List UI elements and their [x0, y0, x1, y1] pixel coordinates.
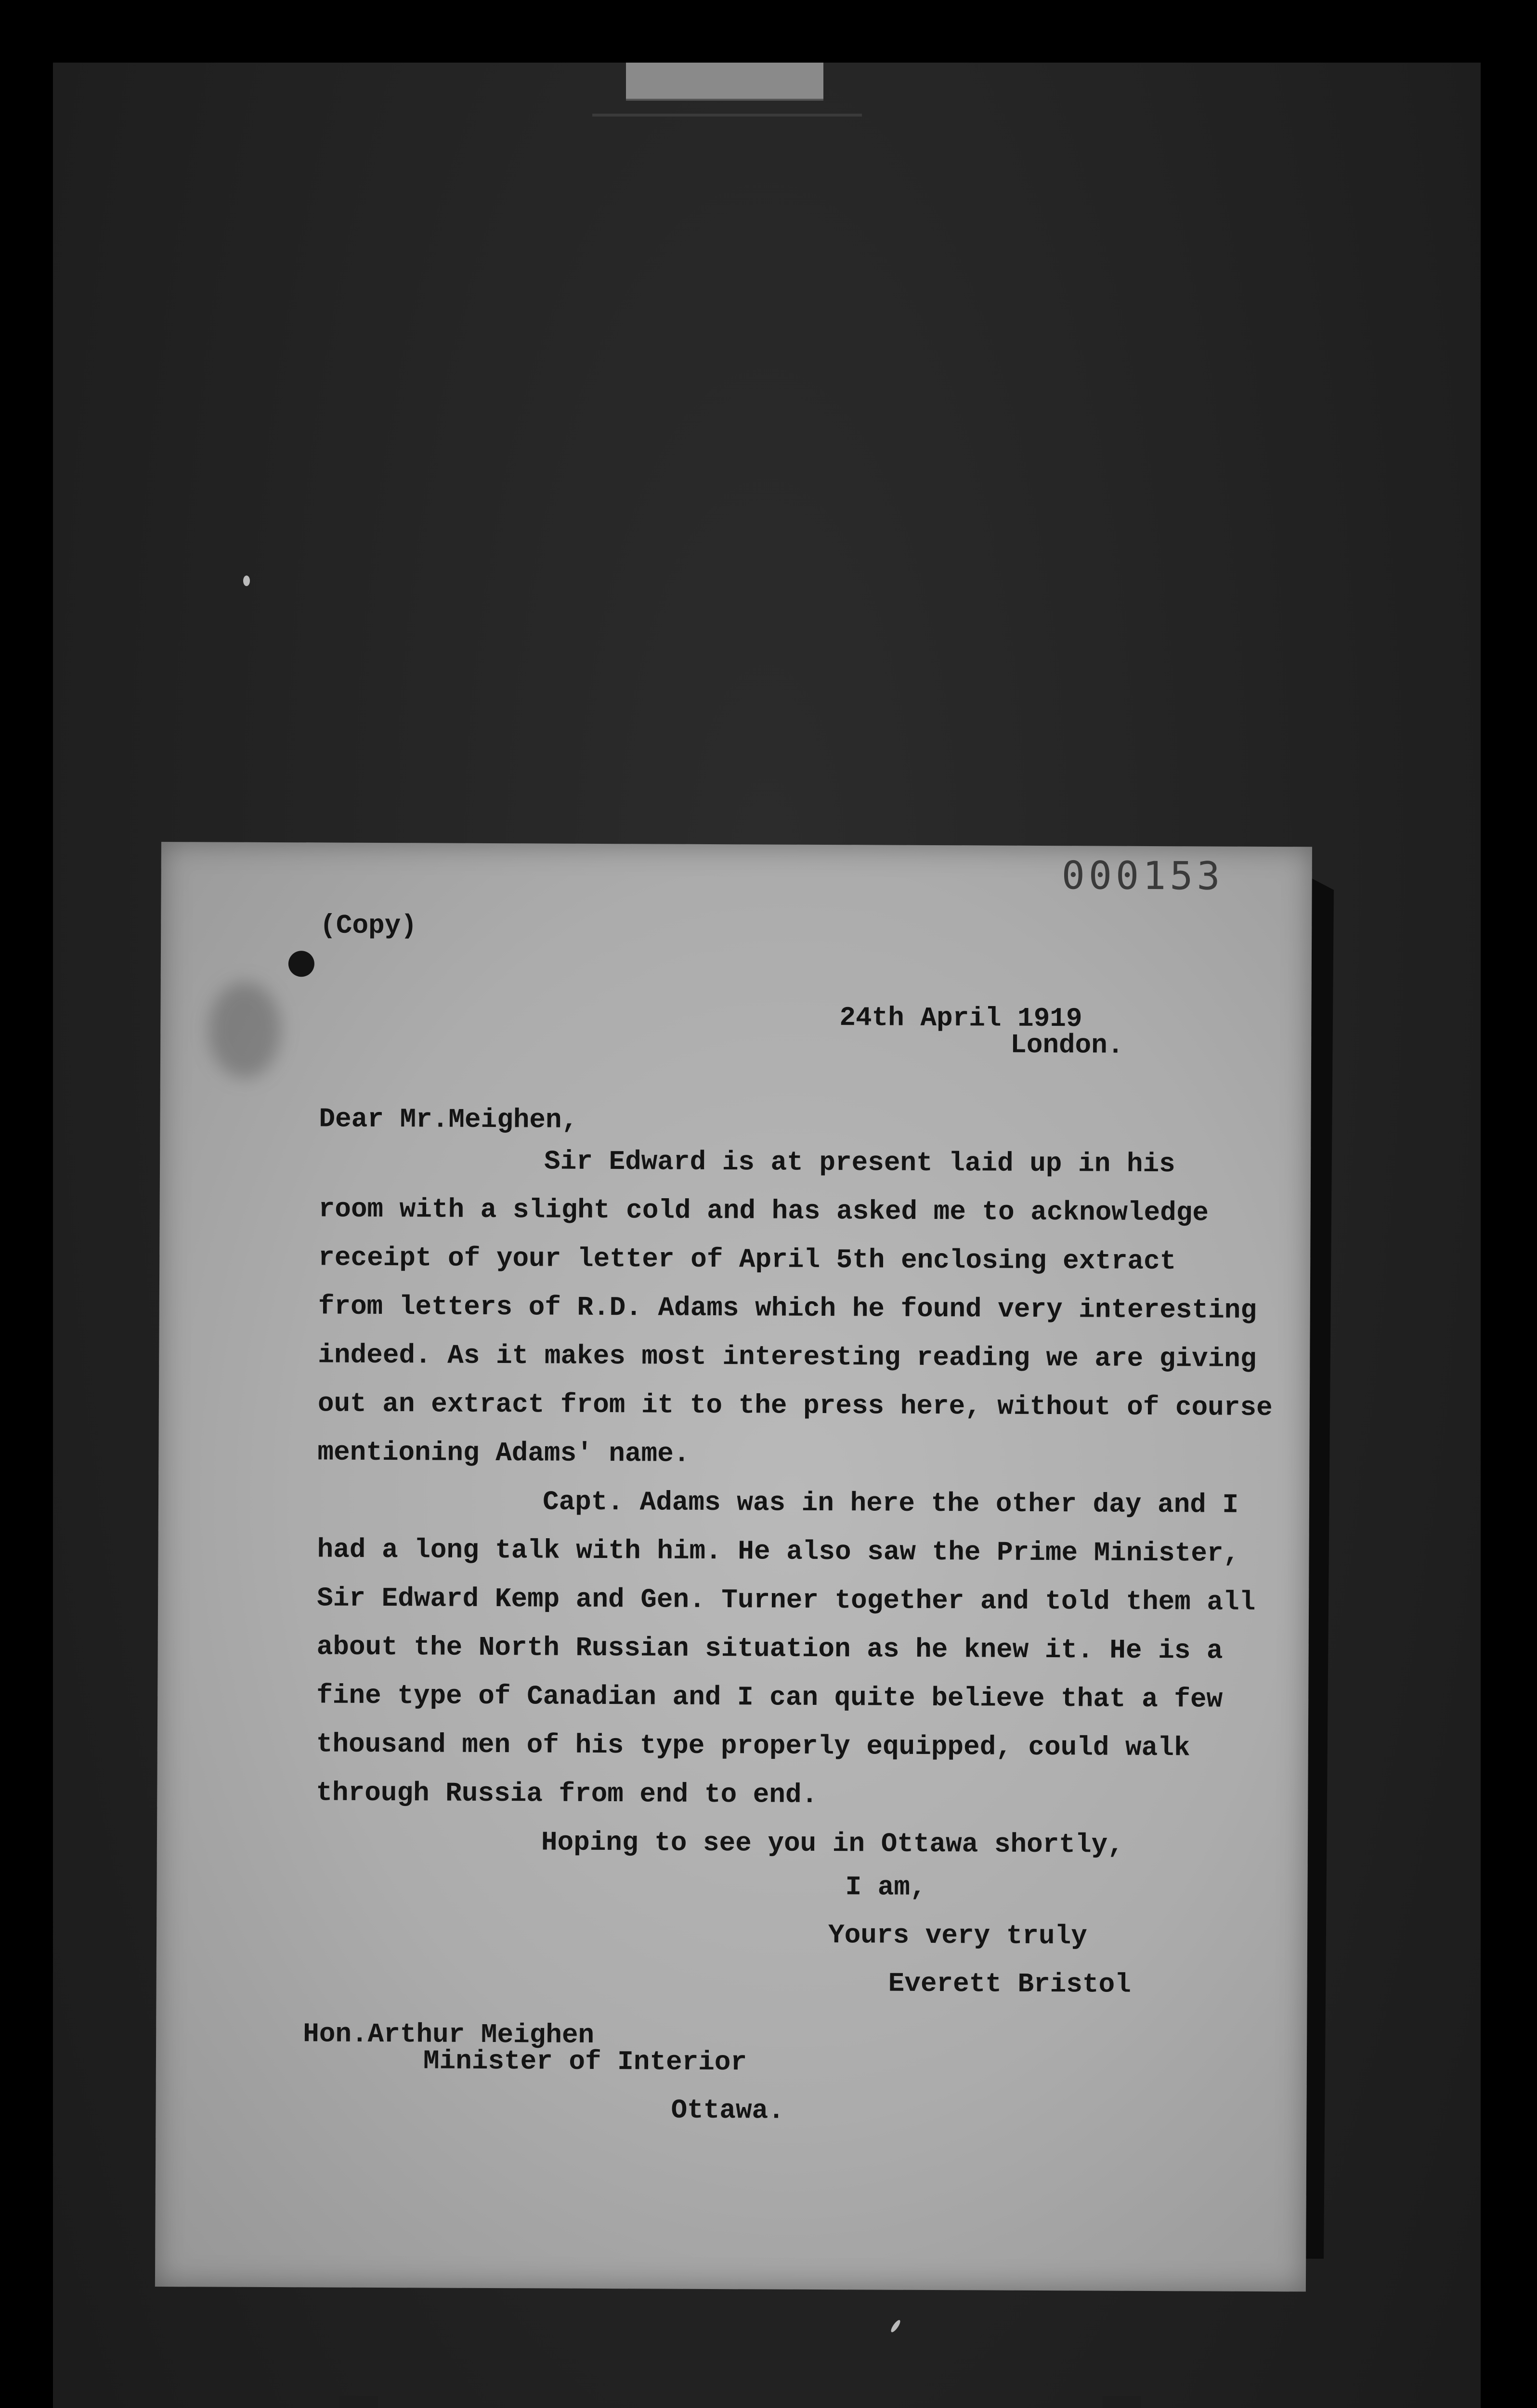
body-line: had a long talk with him. He also saw the Prime Minister, [317, 1534, 1240, 1569]
closing-i-am: I am, [845, 1871, 926, 1903]
label-clip-right [1103, 2396, 1141, 2408]
copy-mark: (Copy) [320, 910, 417, 942]
signature: Everett Bristol [888, 1968, 1131, 2000]
letter-body [316, 1095, 1274, 1870]
addressee-city: Ottawa. [671, 2094, 784, 2126]
top-clip [626, 63, 823, 101]
salutation: Dear Mr.Meighen, [319, 1103, 578, 1136]
body-line: about the North Russian situation as he knew it. He is a [316, 1631, 1223, 1666]
document-stamp-number: 000153 [1061, 853, 1224, 899]
body-line: Sir Edward Kemp and Gen. Turner together and told them all [317, 1583, 1256, 1618]
body-line: out an extract from it to the press here, without of course [317, 1388, 1273, 1424]
label-clip-left [339, 2396, 378, 2408]
body-line: thousand men of his type properly equipped, could walk [316, 1728, 1190, 1764]
addressee-name: Hon.Arthur Meighen [303, 2018, 595, 2051]
body-line: receipt of your letter of April 5th enclosing extract [318, 1242, 1176, 1277]
body-line: mentioning Adams' name. [317, 1437, 690, 1469]
body-line: fine type of Canadian and I can quite believe that a few [316, 1680, 1223, 1715]
addressee-title: Minister of Interior [423, 2045, 747, 2078]
body-line: Sir Edward is at present laid up in his [544, 1146, 1175, 1180]
paper-smudge [208, 982, 281, 1078]
top-clip-shadow [592, 114, 862, 117]
letter-place: London. [1010, 1029, 1124, 1061]
punch-hole [288, 951, 314, 977]
body-line: indeed. As it makes most interesting reading we are giving [318, 1339, 1257, 1374]
body-line: from letters of R.D. Adams which he found very interesting [318, 1291, 1257, 1326]
body-line: Capt. Adams was in here the other day and I [542, 1486, 1239, 1520]
dust-speck [243, 576, 250, 586]
closing-yours: Yours very truly [828, 1920, 1087, 1952]
letter-date: 24th April 1919 [839, 1002, 1082, 1034]
body-line: Hoping to see you in Ottawa shortly, [541, 1827, 1124, 1860]
letter-page [155, 842, 1312, 2291]
body-line: through Russia from end to end. [316, 1777, 818, 1810]
body-line: room with a slight cold and has asked me to acknowledge [318, 1193, 1209, 1229]
